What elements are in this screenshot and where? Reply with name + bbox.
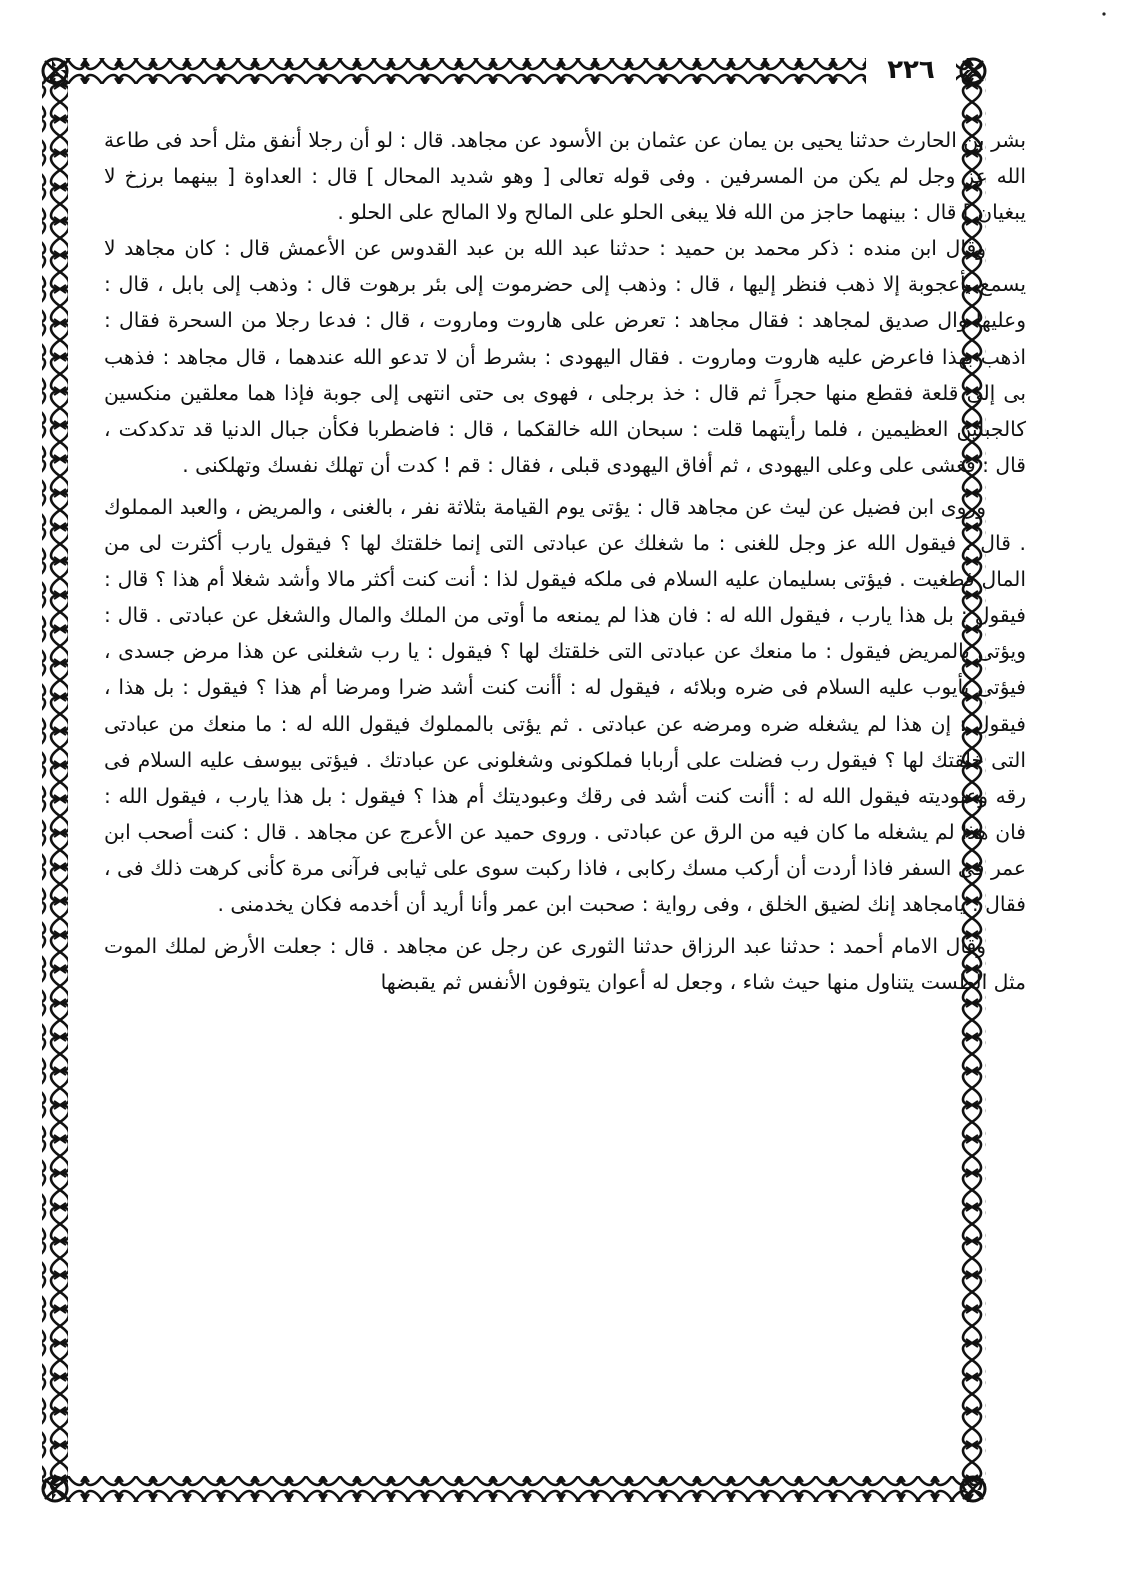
paragraph-1: بشر بن الحارث حدثنا يحيى بن يمان عن عثمان بن الأسود عن مجاهد. قال : لو أن رجلا أنفق مثل أحد فى طاعة الله عز وجل لم يكن من المسرفين . وفى قوله تعالى [ وهو شديد المحال ] قال : العداوة [ بينهما برزخ لا يبغيان ] قال : بينهما حاجز من الله فلا يبغى الحلو على المالح ولا المالح على الحلو .: [104, 128, 1026, 225]
paragraph-4: وقال الامام أحمد : حدثنا عبد الرزاق حدثنا الثورى عن رجل عن مجاهد . قال : جعلت الأرض لملك الموت مثل الطست يتناول منها حيث شاء ، وجعل له أعوان يتوفون الأنفس ثم يقبضها: [104, 934, 1026, 995]
page-number: ٢٢٦: [866, 52, 956, 88]
body-text: [104, 122, 1026, 1000]
paragraph-2: وقال ابن منده : ذكر محمد بن حميد : حدثنا عبد الله بن عبد القدوس عن الأعمش قال : كان مجاهد لا يسمع بأعجوبة إلا ذهب فنظر إليها ، قال : وذهب إلى حضرموت إلى بئر برهوت قال : وذهب إلى بابل ، قال : وعليها وال صديق لمجاهد : فقال مجاهد : تعرض على هاروت وماروت ، قال : فدعا رجلا من السحرة فقال : اذهب بهذا فاعرض عليه هاروت وماروت . فقال اليهودى : بشرط أن لا تدعو الله عندهما ، قال مجاهد : فذهب بى إلى قلعة فقطع منها حجراً ثم قال : خذ برجلى ، فهوى بى حتى انتهى إلى جوبة فإذا هما معلقين منكسين كالجبلين العظيمين ، فلما رأيتهما قلت : سبحان الله خالقكما ، قال : فاضطربا فكأن جبال الدنيا قد تدكدكت ، قال : فغشى على وعلى اليهودى ، ثم أفاق اليهودى قبلى ، فقال : قم ! كدت أن تهلك نفسك وتهلكنى .: [104, 236, 1026, 477]
paragraph-3: وروى ابن فضيل عن ليث عن مجاهد قال : يؤتى يوم القيامة بثلاثة نفر ، بالغنى ، والمريض ، والعبد المملوك . قال : فيقول الله عز وجل للغنى : ما شغلك عن عبادتى التى إنما خلقتك لها ؟ فيقول يارب أكثرت لى من المال فطغيت . فيؤتى بسليمان عليه السلام فى ملكه فيقول لذا : أنت كنت أكثر مالا وأشد شغلا أم هذا ؟ قال : فيقول : بل هذا يارب ، فيقول الله له : فان هذا لم يمنعه ما أوتى من الملك والمال والشغل عن عبادتى . قال : ويؤتى بالمريض فيقول : ما منعك عن عبادتى التى خلقتك لها ؟ فيقول : يا رب شغلنى عن هذا مرض جسدى ، فيؤتى بأيوب عليه السلام فى ضره وبلائه ، فيقول له : أأنت كنت أشد ضرا ومرضا أم هذا ؟ فيقول : بل هذا ، فيقول : إن هذا لم يشغله ضره ومرضه عن عبادتى . ثم يؤتى بالمملوك فيقول الله له : ما منعك من عبادتى التى خلقتك لها ؟ فيقول رب فضلت على أربابا فملكونى وشغلونى عن عبادتك . فيؤتى بيوسف عليه السلام فى رقه وعبوديته فيقول الله له : أأنت كنت أشد فى رقك وعبوديتك أم هذا ؟ فيقول : بل هذا يارب ، فيقول الله : فان هذا لم يشغله ما كان فيه من الرق عن عبادتى . وروى حميد عن الأعرج عن مجاهد . قال : كنت أصحب ابن عمر فى السفر فاذا أردت أن أركب مسك ركابى ، فاذا ركبت سوى على ثيابى فرآنى مرة كأنى كرهت ذلك فى ، فقال : يامجاهد إنك لضيق الخلق ، وفى رواية : صحبت ابن عمر وأنا أريد أن أخدمه فكان يخدمنى .: [104, 494, 1026, 916]
